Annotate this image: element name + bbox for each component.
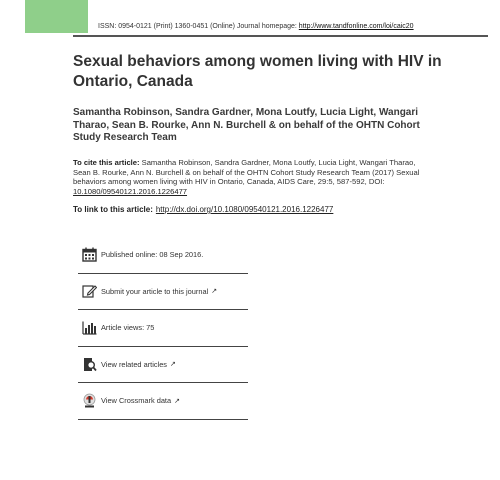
related-articles-item[interactable]	[78, 347, 248, 384]
journal-logo[interactable]	[25, 0, 88, 33]
edit-icon	[80, 283, 98, 299]
header-divider	[73, 35, 488, 37]
citation-label: To cite this article:	[73, 158, 140, 167]
link-block	[73, 205, 333, 214]
article-info-list	[78, 237, 248, 420]
journal-homepage-link[interactable]: http://www.tandfonline.com/loi/caic20	[298, 23, 414, 30]
submit-article-item[interactable]	[78, 274, 248, 311]
article-doi-link[interactable]: http://dx.doi.org/10.1080/09540121.2016.1226477	[155, 205, 334, 214]
crossmark-item[interactable]	[78, 383, 248, 420]
external-link-icon: ↗	[174, 397, 180, 405]
published-online-item	[78, 237, 248, 274]
issn-text: ISSN: 0954-0121 (Print) 1360-0451 (Online) Journal homepage:	[98, 23, 299, 30]
link-label: To link to this article:	[73, 205, 153, 214]
submit-article-link[interactable]: Submit your article to this journal	[101, 286, 209, 296]
issn-line	[98, 23, 414, 30]
published-online-text: Published online: 08 Sep 2016.	[101, 250, 204, 260]
calendar-icon	[80, 247, 98, 263]
citation-block	[73, 158, 433, 196]
citation-doi-link[interactable]: 10.1080/09540121.2016.1226477	[73, 186, 188, 196]
citation-text: Samantha Robinson, Sandra Gardner, Mona Loutfy, Lucia Light, Wangari Tharao, Sean B. Rourke, Ann N. Burchell & on behalf of the OHTN Cohort Study Research Team (2017) Sexual behaviors among women living with HIV in Ontario, Canada, AIDS Care, 29:5, 587-592, DOI:	[73, 158, 420, 187]
external-link-icon: ↗	[170, 361, 176, 369]
bar-chart-icon	[80, 320, 98, 336]
article-views-item[interactable]	[78, 310, 248, 347]
article-authors: Samantha Robinson, Sandra Gardner, Mona Loutfy, Lucia Light, Wangari Tharao, Sean B. Rourke, Ann N. Burchell & on behalf of the OHTN Cohort Study Research Team	[73, 107, 420, 143]
external-link-icon: ↗	[211, 288, 218, 296]
related-search-icon	[80, 356, 98, 372]
article-views-text[interactable]: Article views: 75	[101, 323, 155, 333]
article-title: Sexual behaviors among women living with HIV in Ontario, Canada	[73, 53, 442, 90]
related-articles-link[interactable]: View related articles	[101, 359, 167, 369]
crossmark-link[interactable]: View Crossmark data	[101, 396, 172, 406]
crossmark-icon	[80, 393, 98, 409]
